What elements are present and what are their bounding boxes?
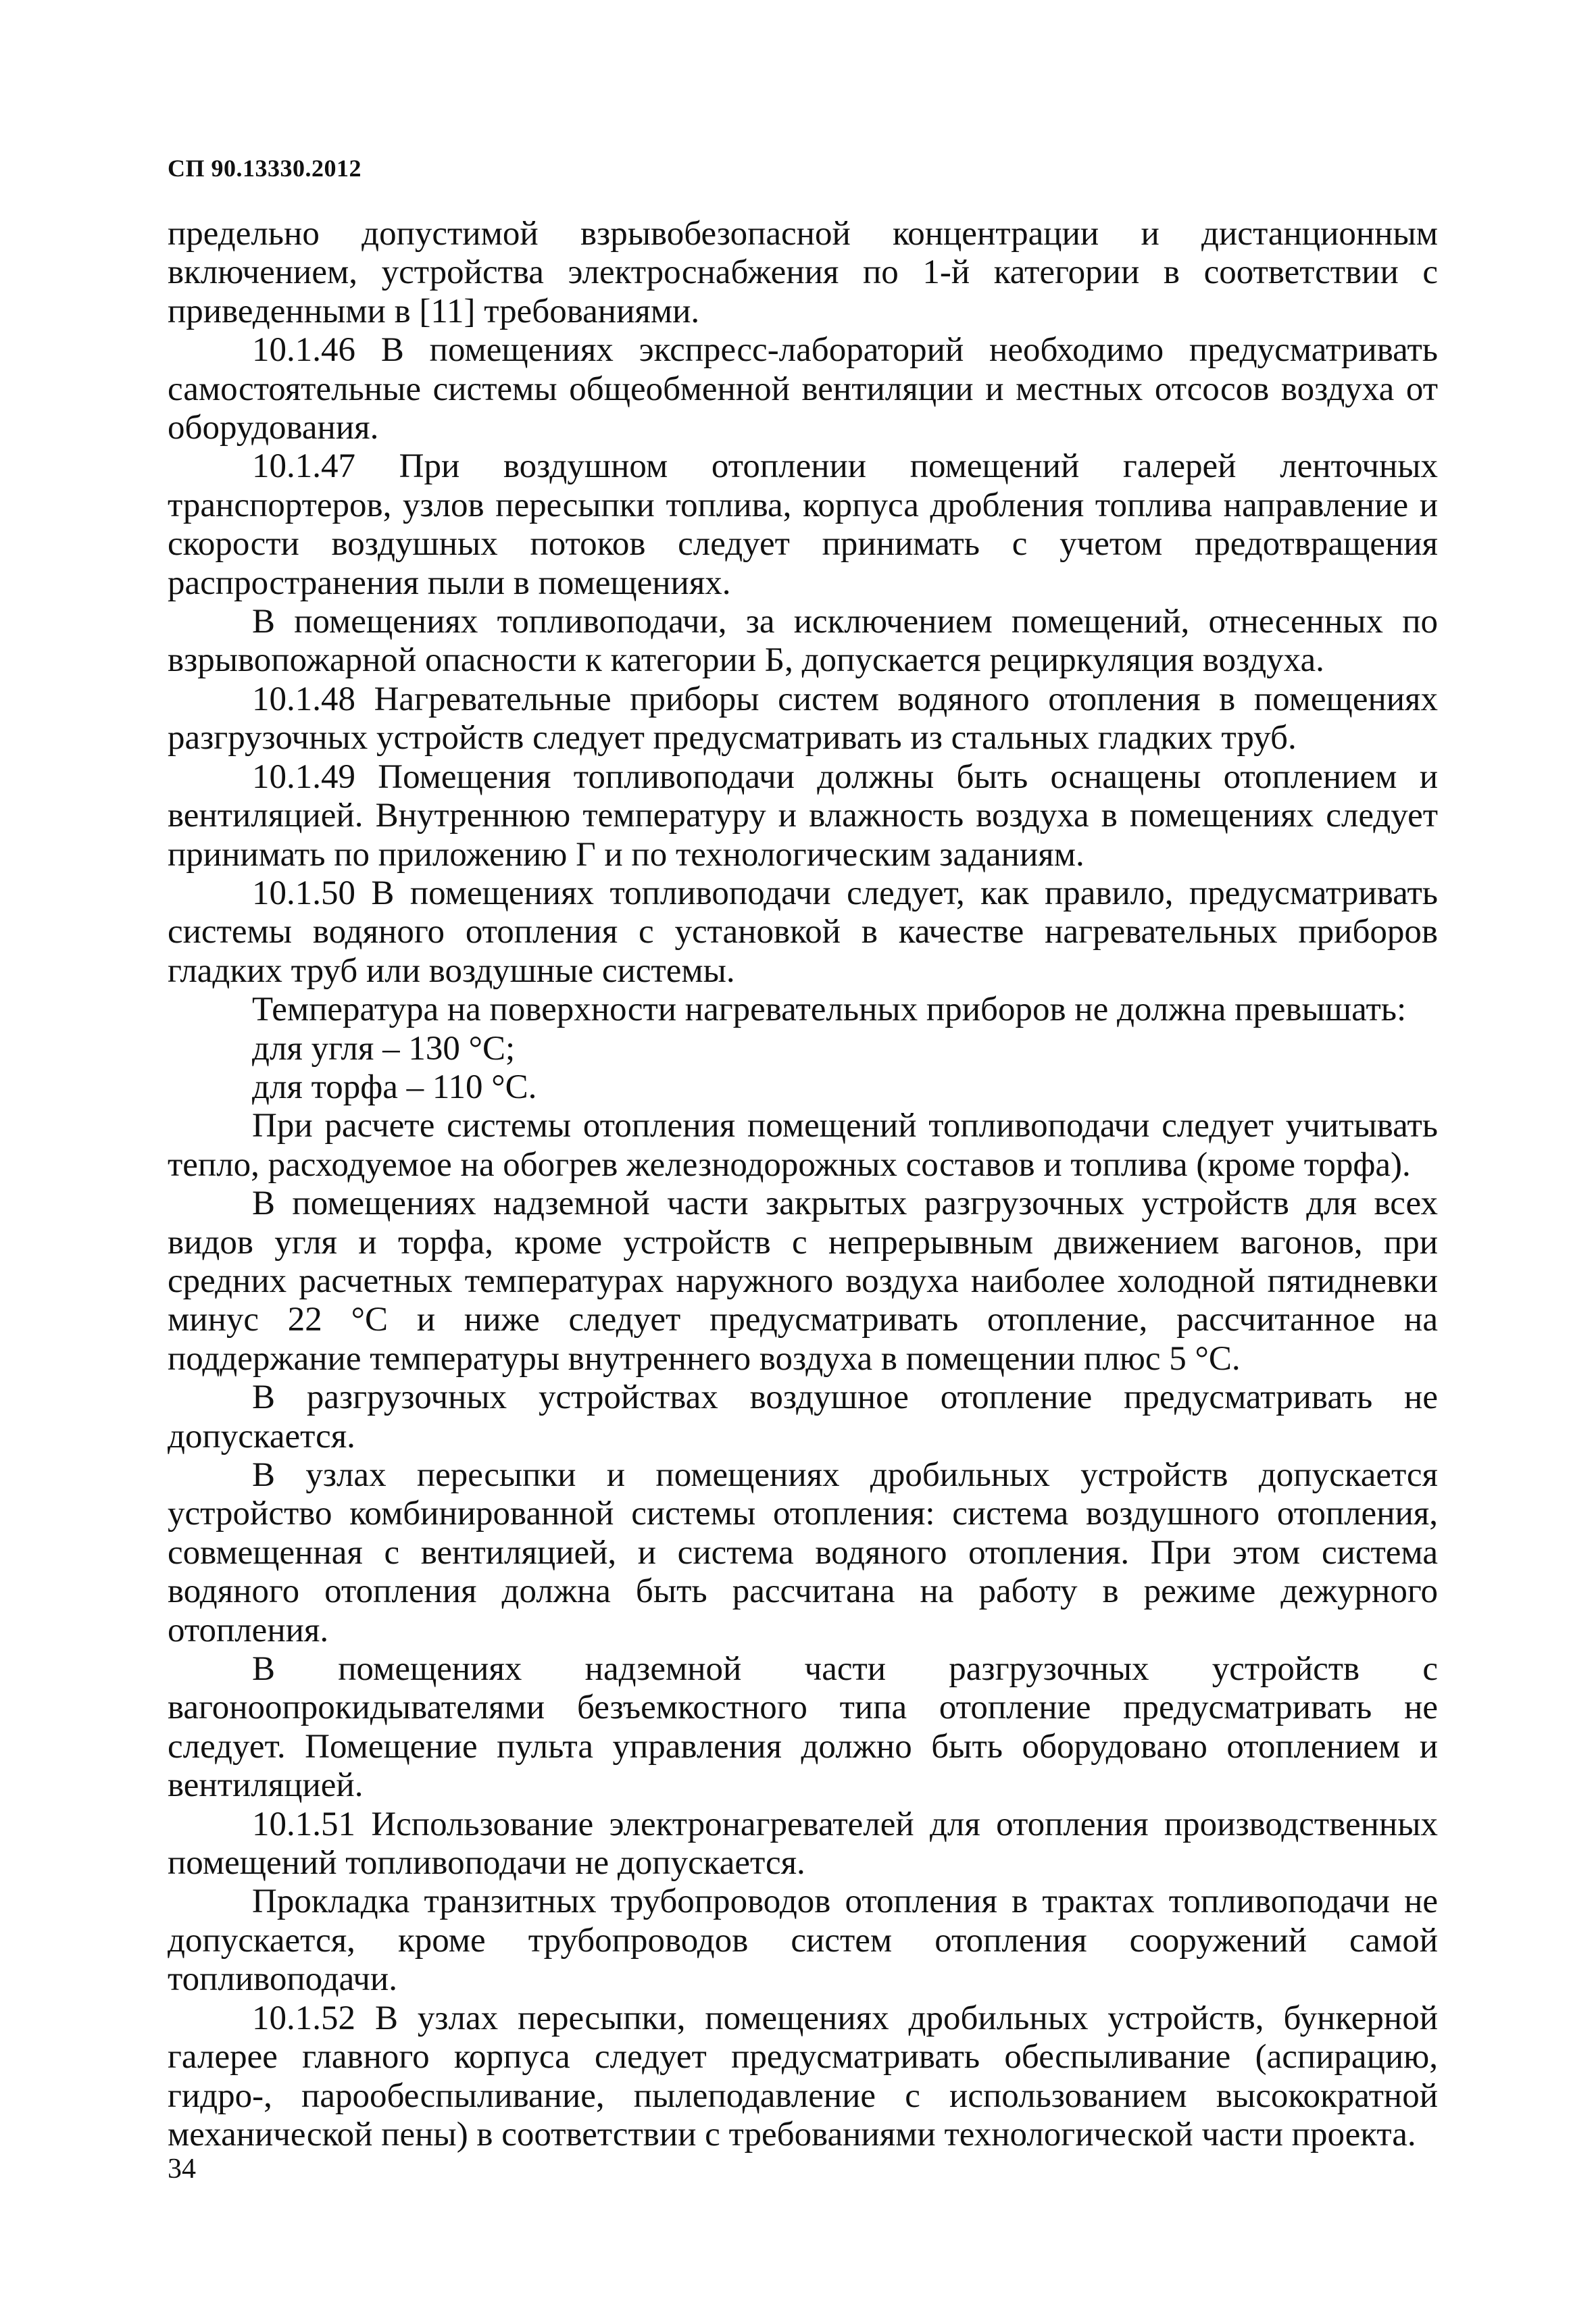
- paragraph-heating-calculation: При расчете системы отопления помещений топливоподачи следует учитывать тепло, расходуемое на обогрев железнодорожных составов и топлива (кроме торфа).: [168, 1107, 1438, 1184]
- paragraph-10-1-52: 10.1.52 В узлах пересыпки, помещениях дробильных устройств, бункерной галерее главного корпуса следует предусматривать обеспыливание (аспирацию, гидро-, парообеспыливание, пылеподавление с использованием высокократной механической пены) в соответствии с требованиями технологической части проекта.: [168, 1999, 1438, 2154]
- page-number: 34: [168, 2154, 196, 2185]
- paragraph-peat-temperature: для торфа – 110 °С.: [252, 1068, 537, 1106]
- paragraph-recirculation: В помещениях топливоподачи, за исключением помещений, отнесенных по взрывопожарной опасности к категории Б, допускается рециркуляция воздуха.: [168, 603, 1438, 680]
- paragraph-continuation: предельно допустимой взрывобезопасной концентрации и дистанционным включением, устройства электроснабжения по 1-й категории в соответствии с приведенными в [11] требованиями.: [168, 215, 1438, 330]
- paragraph-coal-temperature: для угля – 130 °С;: [252, 1029, 516, 1068]
- paragraph-car-dumpers: В помещениях надземной части разгрузочных устройств с вагоноопрокидывателями безъемкостного типа отопление предусматривать не следует. Помещение пульта управления должно быть оборудовано отоплением и вентиляцией.: [168, 1650, 1438, 1805]
- paragraph-10-1-51: 10.1.51 Использование электронагревателей для отопления производственных помещений топливоподачи не допускается.: [168, 1805, 1438, 1883]
- paragraph-air-heating-prohibited: В разгрузочных устройствах воздушное отопление предусматривать не допускается.: [168, 1378, 1438, 1455]
- paragraph-combined-heating: В узлах пересыпки и помещениях дробильных устройств допускается устройство комбинированной системы отопления: система воздушного отопления, совмещенная с вентиляцией, и система водяного отопления. При этом система водяного отопления должна быть рассчитана на работу в режиме дежурного отопления.: [168, 1456, 1438, 1649]
- paragraph-10-1-46: 10.1.46 В помещениях экспресс-лабораторий необходимо предусматривать самостоятельные системы общеобменной вентиляции и местных отсосов воздуха от оборудования.: [168, 331, 1438, 447]
- paragraph-10-1-49: 10.1.49 Помещения топливоподачи должны быть оснащены отоплением и вентиляцией. Внутреннюю температуру и влажность воздуха в помещениях следует принимать по приложению Г и по технологическим заданиям.: [168, 757, 1438, 874]
- document-code-header: СП 90.13330.2012: [168, 155, 361, 182]
- paragraph-10-1-47: 10.1.47 При воздушном отоплении помещений галерей ленточных транспортеров, узлов пересыпки топлива, корпуса дробления топлива направление и скорости воздушных потоков следует принимать с учетом предотвращения распространения пыли в помещениях.: [168, 447, 1438, 602]
- paragraph-surface-temperature: Температура на поверхности нагревательных приборов не должна превышать:: [252, 991, 1407, 1029]
- paragraph-10-1-48: 10.1.48 Нагревательные приборы систем водяного отопления в помещениях разгрузочных устройств следует предусматривать из стальных гладких труб.: [168, 680, 1438, 757]
- paragraph-10-1-50: 10.1.50 В помещениях топливоподачи следует, как правило, предусматривать системы водяного отопления с установкой в качестве нагревательных приборов гладких труб или воздушные системы.: [168, 874, 1438, 990]
- body-text: [168, 215, 1438, 2154]
- paragraph-transit-pipelines: Прокладка транзитных трубопроводов отопления в трактах топливоподачи не допускается, кроме трубопроводов систем отопления сооружений самой топливоподачи.: [168, 1883, 1438, 1999]
- paragraph-unloading-devices-heating: В помещениях надземной части закрытых разгрузочных устройств для всех видов угля и торфа, кроме устройств с непрерывным движением вагонов, при средних расчетных температурах наружного воздуха наиболее холодной пятидневки минус 22 °С и ниже следует предусматривать отопление, рассчитанное на поддержание температуры внутреннего воздуха в помещении плюс 5 °С.: [168, 1185, 1438, 1378]
